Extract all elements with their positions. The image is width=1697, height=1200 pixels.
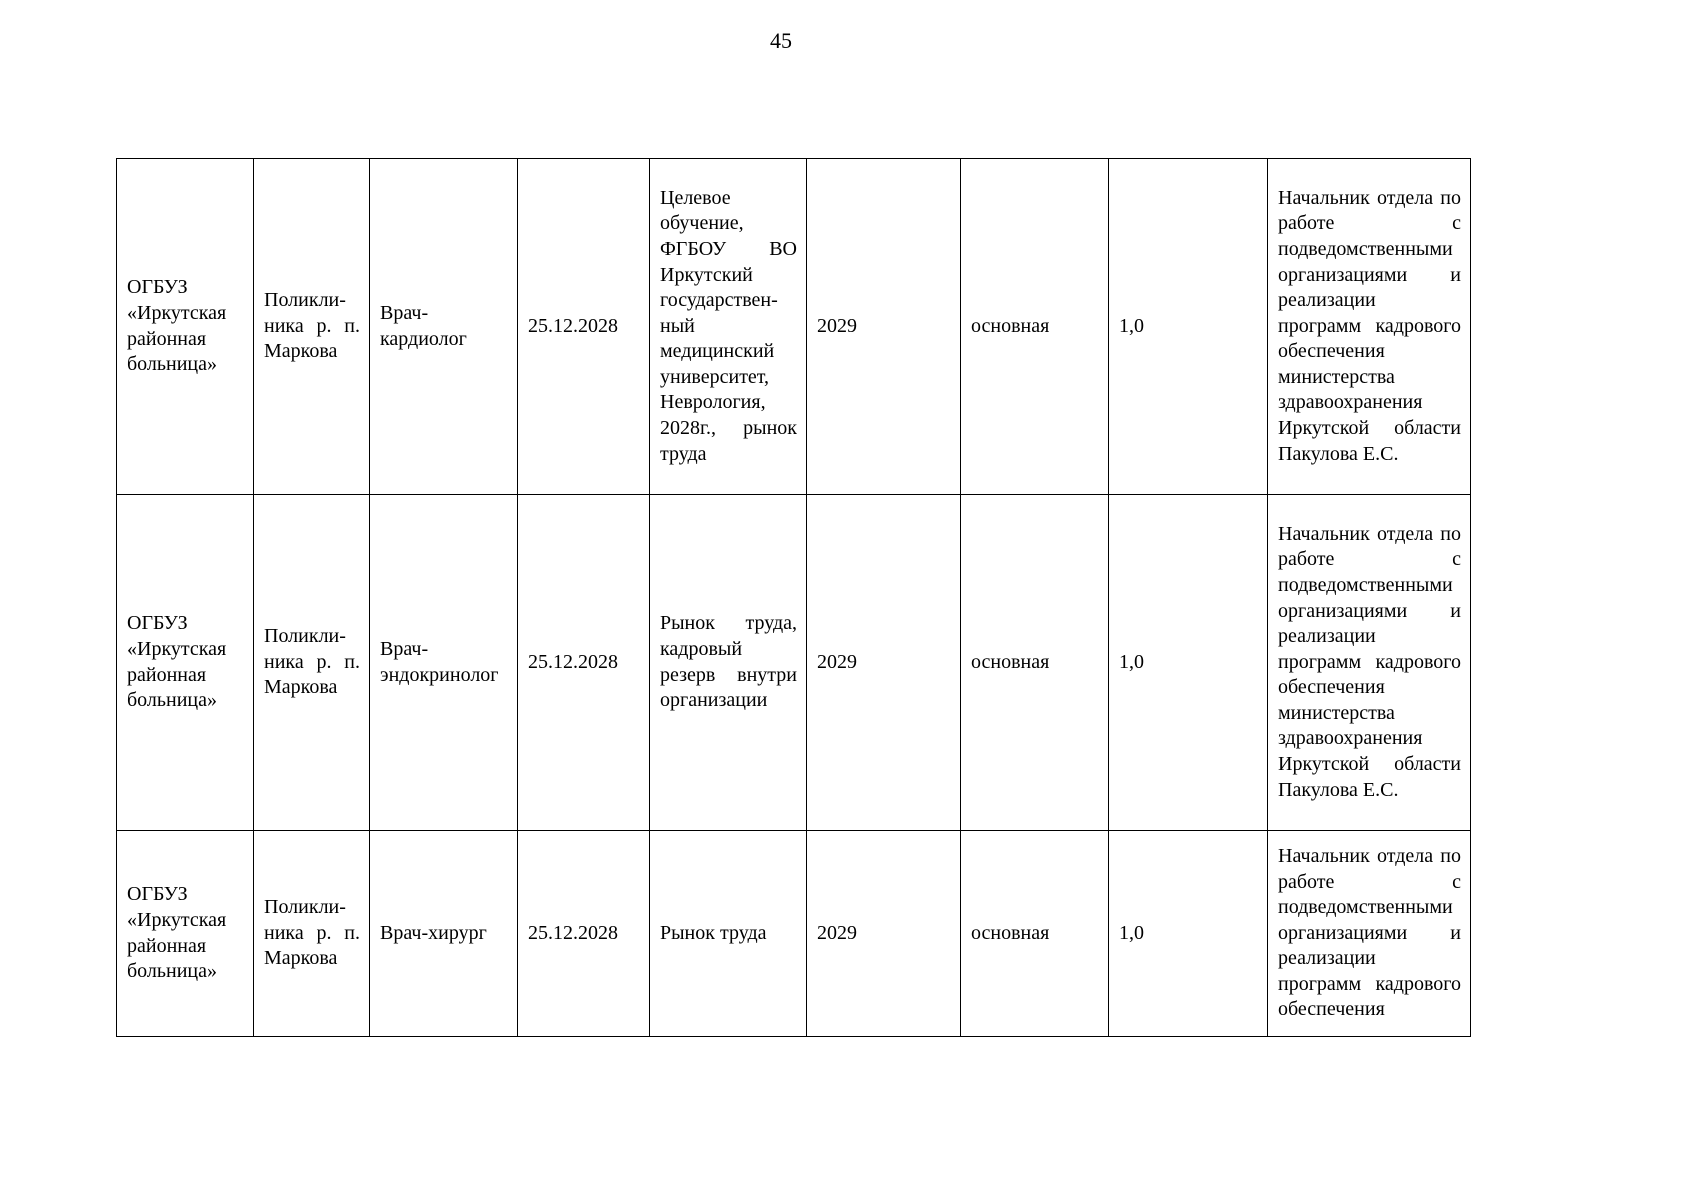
responsible-cell: Начальник отдела по работе с подведомственными организациями и реализации программ кадрового обеспечения министерства здравоохранения Иркутской области Пакулова Е.С. xyxy=(1268,495,1471,831)
type-cell: основная xyxy=(961,495,1109,831)
organization-cell: ОГБУЗ «Иркутская районная больница» xyxy=(117,831,254,1037)
subdivision-cell: Поликлиника р. п. Маркова xyxy=(254,159,370,495)
type-cell: основная xyxy=(961,159,1109,495)
table-row xyxy=(117,159,1471,495)
source-cell: Рынок труда, кадровый резерв внутри организации xyxy=(650,495,807,831)
year-cell: 2029 xyxy=(807,831,961,1037)
rate-cell: 1,0 xyxy=(1109,159,1268,495)
organization-cell: ОГБУЗ «Иркутская районная больница» xyxy=(117,495,254,831)
subdivision-cell: Поликлиника р. п. Маркова xyxy=(254,831,370,1037)
position-cell: Врач-эндокринолог xyxy=(370,495,518,831)
page-number: 45 xyxy=(770,28,792,53)
responsible-cell: Начальник отдела по работе с подведомственными организациями и реализации программ кадрового обеспечения xyxy=(1268,831,1471,1037)
table-row xyxy=(117,495,1471,831)
responsible-cell: Начальник отдела по работе с подведомственными организациями и реализации программ кадрового обеспечения министерства здравоохранения Иркутской области Пакулова Е.С. xyxy=(1268,159,1471,495)
year-cell: 2029 xyxy=(807,495,961,831)
staffing-table xyxy=(116,158,1471,1037)
date-cell: 25.12.2028 xyxy=(518,159,650,495)
date-cell: 25.12.2028 xyxy=(518,495,650,831)
table-row xyxy=(117,831,1471,1037)
year-cell: 2029 xyxy=(807,159,961,495)
organization-cell: ОГБУЗ «Иркутская районная больница» xyxy=(117,159,254,495)
position-cell: Врач-кардиолог xyxy=(370,159,518,495)
source-cell: Целевое обучение, ФГБОУ ВО Иркутский государственный медицинский университет, Неврология, 2028г., рынок труда xyxy=(650,159,807,495)
source-cell: Рынок труда xyxy=(650,831,807,1037)
date-cell: 25.12.2028 xyxy=(518,831,650,1037)
type-cell: основная xyxy=(961,831,1109,1037)
rate-cell: 1,0 xyxy=(1109,831,1268,1037)
rate-cell: 1,0 xyxy=(1109,495,1268,831)
position-cell: Врач-хирург xyxy=(370,831,518,1037)
subdivision-cell: Поликлиника р. п. Маркова xyxy=(254,495,370,831)
